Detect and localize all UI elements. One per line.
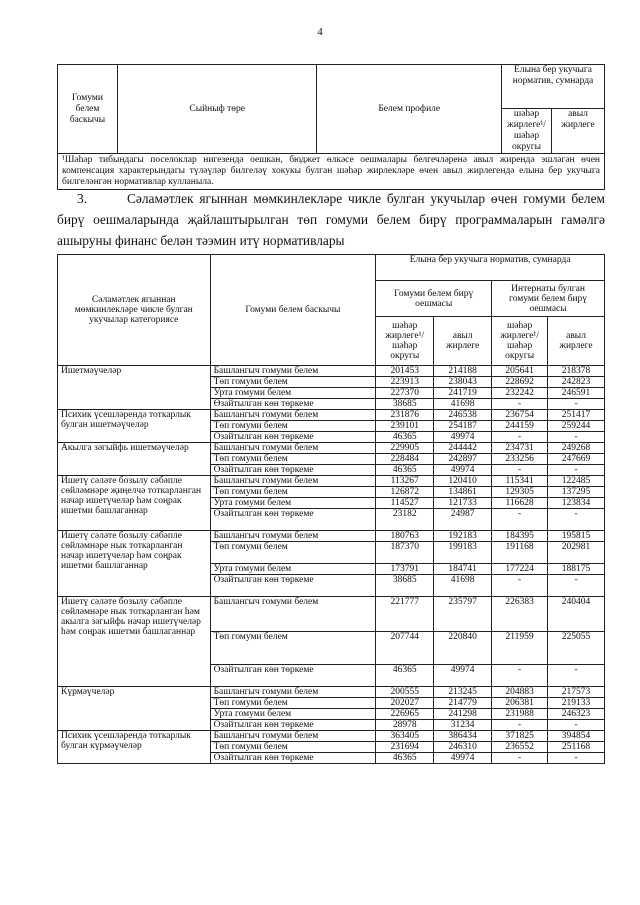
col-village: авыл жирлеге [552,109,605,154]
value-cell: 173791 [376,564,434,575]
value-cell: 126872 [376,487,434,498]
level-cell: Төп гомуми белем [210,487,376,498]
value-cell: 184741 [434,564,492,575]
category-cell: Күрмәүчеләр [58,687,211,731]
level-cell: Озайтылган көн төркеме [210,575,376,597]
th-boarding: Интернаты булган гомуми белем бирү оешмасы [492,281,605,317]
value-cell: 113267 [376,476,434,487]
th-city-general: шәһәр жирлеге¹/ шәһәр округы [376,317,434,366]
value-cell: - [548,753,605,764]
th-category: Сәламәтлек ягыннан мөмкинлекләре чикле булган укучылар категориясе [58,255,211,366]
value-cell: 187370 [376,542,434,564]
level-cell: Төп гомуми белем [210,454,376,465]
value-cell: 214779 [434,698,492,709]
level-cell: Төп гомуми белем [210,632,376,665]
level-cell: Урта гомуми белем [210,564,376,575]
page-number: 4 [317,26,323,38]
level-cell: Башлангыч гомуми белем [210,687,376,698]
value-cell: 213245 [434,687,492,698]
value-cell: 231876 [376,410,434,421]
value-cell: 38685 [376,575,434,597]
level-cell: Озайтылган көн төркеме [210,509,376,531]
value-cell: 221777 [376,597,434,632]
table-row [58,531,605,542]
value-cell: - [492,399,548,410]
level-cell: Озайтылган көн төркеме [210,465,376,476]
value-cell: 225055 [548,632,605,665]
level-cell: Төп гомуми белем [210,421,376,432]
value-cell: - [548,575,605,597]
category-cell: Психик үсешләрендә тоткарлык булган күрмәүчеләр [58,731,211,764]
value-cell: 246538 [434,410,492,421]
value-cell: 214188 [434,366,492,377]
value-cell: 202981 [548,542,605,564]
value-cell: 24987 [434,509,492,531]
level-cell: Төп гомуми белем [210,698,376,709]
value-cell: 123834 [548,498,605,509]
category-cell: Ишетмәүчеләр [58,366,211,410]
value-cell: 242823 [548,377,605,388]
value-cell: 192183 [434,531,492,542]
value-cell: 204883 [492,687,548,698]
category-cell: Ишетү сәләте бозылу сәбәпле сөйләмнәре нык тоткарланган һәм акылга зәгыйфь начар ишетүчеләр һәм соңрак ишетми башлаганнар [58,597,211,687]
value-cell: 180763 [376,531,434,542]
value-cell: 41698 [434,399,492,410]
value-cell: 191168 [492,542,548,564]
value-cell: 49974 [434,465,492,476]
value-cell: 188175 [548,564,605,575]
value-cell: 241298 [434,709,492,720]
value-cell: 115341 [492,476,548,487]
value-cell: - [492,432,548,443]
th-village-boarding: авыл жирлеге [548,317,605,366]
value-cell: 195815 [548,531,605,542]
value-cell: 247669 [548,454,605,465]
value-cell: 246310 [434,742,492,753]
value-cell: - [492,720,548,731]
value-cell: 239101 [376,421,434,432]
value-cell: 177224 [492,564,548,575]
value-cell: 207744 [376,632,434,665]
table-row [58,687,605,698]
value-cell: 244442 [434,443,492,454]
value-cell: 227370 [376,388,434,399]
value-cell: 134861 [434,487,492,498]
value-cell: - [492,753,548,764]
table-row [58,731,605,742]
category-cell: Ишетү сәләте бозылу сәбәпле сөйләмнәре җиңелчә тоткарланган начар ишетүчеләр һәм соңрак ишетми башлаганнар [58,476,211,531]
value-cell: 129305 [492,487,548,498]
value-cell: - [548,432,605,443]
value-cell: 46365 [376,753,434,764]
category-cell: Ишетү сәләте бозылу сәбәпле сөйләмнәре нык тоткарланган начар ишетүчеләр һәм соңрак ишетми башлаганнар [58,531,211,597]
th-level: Гомуми белем баскычы [210,255,376,366]
footnote: ¹Шәһәр тибындагы поселоклар нигезендә оешкан, бюджет өлкәсе оешмалары белгечләренә авыл жирендә эшләгән өчен компенсация характерындагы түләүләр билгеләү хокукы булган шәһәр жирлекләре өчен авыл жирлегендә елына бер укучыга билгеләнгән нормативлар кулланыла. [58,154,605,190]
value-cell: 220840 [434,632,492,665]
value-cell: 242897 [434,454,492,465]
value-cell: 120410 [434,476,492,487]
value-cell: 229905 [376,443,434,454]
table-row [58,366,605,377]
value-cell: 226965 [376,709,434,720]
value-cell: 114527 [376,498,434,509]
col-sinif: Сыйныф төре [117,65,317,154]
level-cell: Озайтылган көн төркеме [210,432,376,443]
level-cell: Озайтылган көн төркеме [210,665,376,687]
value-cell: 228692 [492,377,548,388]
value-cell: 217573 [548,687,605,698]
value-cell: - [548,465,605,476]
value-cell: 202027 [376,698,434,709]
value-cell: 386434 [434,731,492,742]
value-cell: 199183 [434,542,492,564]
level-cell: Башлангыч гомуми белем [210,597,376,632]
col-gomumi: Гомуми белем баскычы [58,65,118,154]
value-cell: 259244 [548,421,605,432]
value-cell: 205641 [492,366,548,377]
level-cell: Өзайтылган көн төркеме [210,399,376,410]
level-cell: Урта гомуми белем [210,498,376,509]
value-cell: 231988 [492,709,548,720]
value-cell: 241719 [434,388,492,399]
value-cell: 249268 [548,443,605,454]
value-cell: 28978 [376,720,434,731]
value-cell: 49974 [434,432,492,443]
category-cell: Акылга зәгыйфь ишетмәүчеләр [58,443,211,476]
level-cell: Төп гомуми белем [210,542,376,564]
value-cell: 211959 [492,632,548,665]
col-city: шәһәр жирлеге¹/ шәһәр округы [502,109,552,154]
level-cell: Озайтылган көн төркеме [210,753,376,764]
value-cell: 235797 [434,597,492,632]
value-cell: 116628 [492,498,548,509]
value-cell: 223913 [376,377,434,388]
value-cell: 137295 [548,487,605,498]
col-profile: Белем профиле [317,65,502,154]
value-cell: - [492,509,548,531]
value-cell: 201453 [376,366,434,377]
value-cell: - [548,399,605,410]
value-cell: 218378 [548,366,605,377]
th-general: Гомуми белем бирү оешмасы [376,281,492,317]
value-cell: 254187 [434,421,492,432]
value-cell: 231694 [376,742,434,753]
table-row [58,443,605,454]
norms-table [57,254,605,764]
value-cell: 251417 [548,410,605,421]
level-cell: Башлангыч гомуми белем [210,731,376,742]
th-city-boarding: шәһәр жирлеге¹/ шәһәр округы [492,317,548,366]
value-cell: 31234 [434,720,492,731]
value-cell: 219133 [548,698,605,709]
value-cell: 200555 [376,687,434,698]
value-cell: - [492,465,548,476]
value-cell: 122485 [548,476,605,487]
section-number: 3. [77,191,88,206]
value-cell: 240404 [548,597,605,632]
value-cell: 238043 [434,377,492,388]
value-cell: 363405 [376,731,434,742]
level-cell: Башлангыч гомуми белем [210,476,376,487]
table-row [58,410,605,421]
value-cell: 46365 [376,465,434,476]
value-cell: 121733 [434,498,492,509]
value-cell: 234731 [492,443,548,454]
value-cell: 41698 [434,575,492,597]
level-cell: Башлангыч гомуми белем [210,531,376,542]
level-cell: Озайтылган көн төркеме [210,720,376,731]
level-cell: Башлангыч гомуми белем [210,443,376,454]
value-cell: 232242 [492,388,548,399]
th-village-general: авыл жирлеге [434,317,492,366]
value-cell: - [548,720,605,731]
section-heading [57,188,605,251]
col-norm: Елына бер укучыга норматив, сумнарда [502,65,605,109]
level-cell: Урта гомуми белем [210,709,376,720]
value-cell: 394854 [548,731,605,742]
table-row [58,476,605,487]
value-cell: 246591 [548,388,605,399]
th-norm: Елына бер укучыга норматив, сумнарда [376,255,605,281]
level-cell: Төп гомуми белем [210,377,376,388]
header-table-top [57,64,605,190]
value-cell: - [492,665,548,687]
value-cell: 46365 [376,665,434,687]
value-cell: 226383 [492,597,548,632]
value-cell: 244159 [492,421,548,432]
value-cell: 38685 [376,399,434,410]
value-cell: - [548,509,605,531]
level-cell: Башлангыч гомуми белем [210,410,376,421]
value-cell: 236552 [492,742,548,753]
value-cell: 206381 [492,698,548,709]
value-cell: - [492,575,548,597]
value-cell: 233256 [492,454,548,465]
value-cell: 49974 [434,753,492,764]
value-cell: 23182 [376,509,434,531]
category-cell: Психик үсешләрендә тоткарлык булган ишетмәүчеләр [58,410,211,443]
table-row [58,597,605,632]
value-cell: - [548,665,605,687]
level-cell: Урта гомуми белем [210,388,376,399]
section-title: Сәламәтлек ягыннан мөмкинлекләре чикле булган укучылар өчен гомуми белем бирү оешмаларында җайлаштырылган төп гомуми белем бирү программаларын гамәлгә ашыруны финанс белән тәэмин итү нормативлары [57,191,605,248]
value-cell: 184395 [492,531,548,542]
value-cell: 246323 [548,709,605,720]
level-cell: Башлангыч гомуми белем [210,366,376,377]
value-cell: 236754 [492,410,548,421]
value-cell: 371825 [492,731,548,742]
value-cell: 46365 [376,432,434,443]
value-cell: 228484 [376,454,434,465]
value-cell: 251168 [548,742,605,753]
level-cell: Төп гомуми белем [210,742,376,753]
value-cell: 49974 [434,665,492,687]
